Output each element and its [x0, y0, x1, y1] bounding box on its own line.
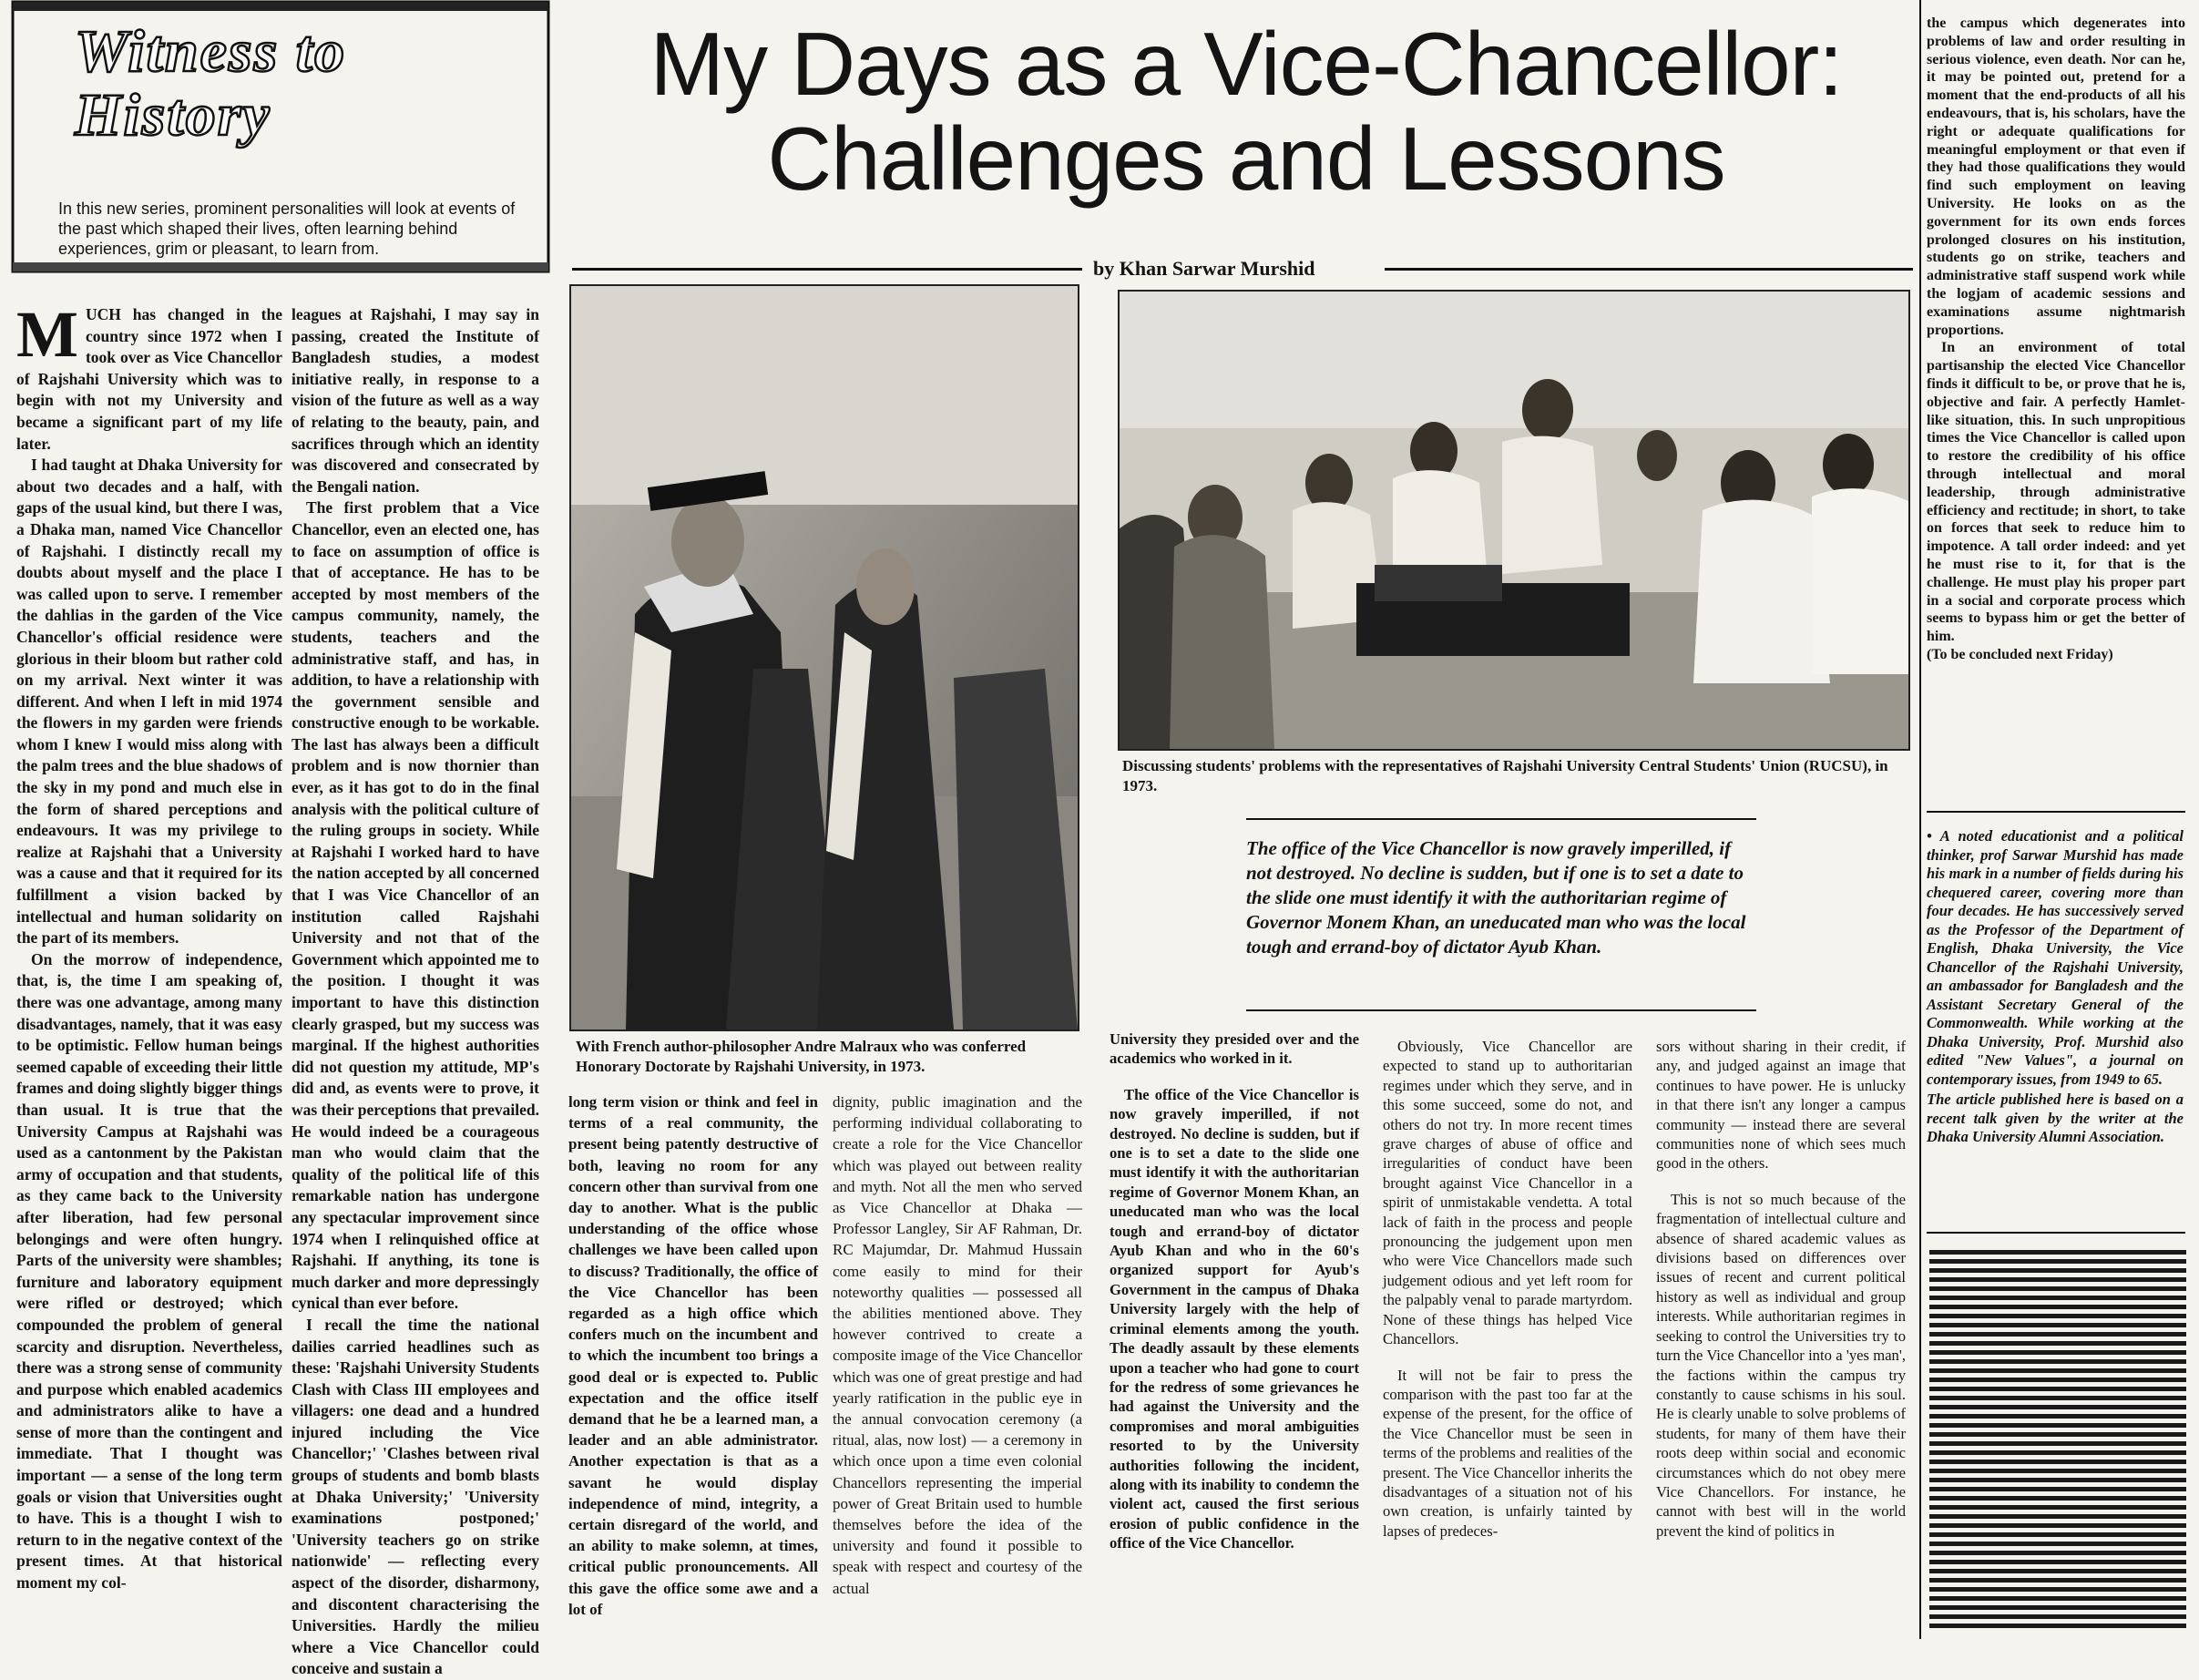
headline — [563, 14, 1929, 209]
photo-meeting-image — [1120, 292, 1908, 749]
decorative-line-pattern — [1929, 1250, 2186, 1629]
column-7 — [1656, 1037, 1906, 1636]
column-2 — [291, 304, 539, 1678]
photo-graduation-image — [571, 286, 1078, 1030]
byline-rule-left — [572, 268, 1082, 271]
paragraph: UCH has changed in the country since 1972 when I took over as Vice Chancellor of Rajshahi University which was to begin with not my University and became a significant part of my life later. — [16, 305, 282, 453]
paragraph: The office of the Vice Chancellor is now gravely imperilled, if not destroyed. No decline is sudden, but if one is to set a date to the slide one must identify it with the authoritarian regime of Governor Monem Khan, an uneducated man who was the local tough and errand-boy of dictator Ayub Khan and who in the 60's organized support for Ayub's Government in the campus of Dhaka University largely with the help of criminal elements among the youth. The deadly assault by these elements upon a teacher who had gone to court for the redress of some grievances he had against the University and the compromises and moral ambiguities resorted to by the University authorities following the incident, along with its inability to condemn the violent act, caused the first serious erosion of public confidence in the office of the Vice Chancellor. — [1110, 1085, 1359, 1552]
paragraph: Obviously, Vice Chancellor are expected to stand up to authoritarian regimes under which they serve, and in this some succeed, some do not, and others do not try. In more recent times grave charges of abuse of office and irregularities of conduct have been brought against Vice Chancellor in a spirit of unmistakable vendetta. A total lack of faith in the process and people pronouncing the judgement upon men who were Vice Chancellors made such judgement odious and yet left room for the palpably venal to parade martyrdom. None of these things has helped Vice Chancellors. — [1383, 1038, 1632, 1348]
series-title: Witness to History — [75, 18, 347, 149]
continued-note: (To be concluded next Friday) — [1927, 646, 2113, 662]
paragraph: sors without sharing in their credit, if any, and judged against an image that continues to have power. He is unlucky in that there isn't any longer a campus community — instead there are several communities none of which sees much good in the others. — [1656, 1038, 1906, 1173]
paragraph: In an environment of total partisanship the elected Vice Chancellor finds it difficult to be, or prove that he is, objective and fair. A perfectly Hamlet-like situation, this. In such unpropitious times the Vice Chancellor is called upon to restore the credibility of his office through intellectual and moral leadership, through administrative efficiency and rectitude; in short, to take on forces that seek to reduce him to impotence. A tall order indeed: and yet he must rise to it, for that is the challenge. He must play his proper part in a social and corporate process which seems to bypass him or get the better of him. — [1927, 340, 2185, 645]
paragraph: I had taught at Dhaka University for about two decades and a half, with gaps of the usual kind, but there I was, a Dhaka man, named Vice Chancellor of Rajshahi. I distinctly recall my doubts about myself and the place I was called upon to serve. I remember the dahlias in the garden of the Vice Chancellor's official residence were glorious in their bloom but rather cold on my arrival. Next winter it was different. And when I left in mid 1974 the flowers in my garden were friends whom I knew I would miss along with the palm trees and the blue shadows of the sky in my pond and much else in the form of shared perceptions and endeavours. It was my privilege to realize at Rajshahi that a University was a cause and that it required for its fulfillment a vision backed by intellectual and human solidarity on the part of its members. — [16, 456, 282, 948]
byline-rule-right — [1385, 268, 1913, 271]
column-6 — [1383, 1037, 1632, 1636]
caption-left: With French author-philosopher Andre Malraux who was conferred Honorary Doctorate by Rajshahi University, in 1973. — [576, 1038, 1027, 1075]
headline-line-2: Challenges and Lessons — [767, 108, 1725, 209]
pullquote-rule-bottom — [1246, 1009, 1756, 1011]
bio-paragraph: • A noted educationist and a political thinker, prof Sarwar Murshid has made his mark in a number of fields during his chequered career, covering more than four decades. He has successively served as the Professor of the Department of English, Dhaka University, the Vice Chancellor of the Rajshahi University, an ambassador for Bangladesh and the Assistant Secretary General of the Commonwealth. While working at the Dhaka University, Prof. Murshid also edited "New Values", a journal on contemporary issues, from 1949 to 65. — [1927, 827, 2184, 1088]
bio-rule — [1927, 811, 2185, 813]
paragraph: University they presided over and the academics who worked in it. — [1110, 1030, 1359, 1068]
byline: by Khan Sarwar Murshid — [1093, 257, 1315, 280]
bio-paragraph: The article published here is based on a recent talk given by the writer at the Dhaka University Alumni Association. — [1927, 1091, 2184, 1145]
paragraph: leagues at Rajshahi, I may say in passing, created the Institute of Bangladesh studies, a modest initiative really, in response to a vision of the future as well as a way of relating to the beauty, pain, and sacrifices through which an identity was discovered and consecrated by the Bengali nation. — [291, 305, 539, 496]
column-8 — [1927, 15, 2185, 773]
caption-right: Discussing students' problems with the representatives of Rajshahi University Central Students' Union (RUCSU), in 1973. — [1122, 757, 1888, 794]
pull-quote: The office of the Vice Chancellor is now gravely imperilled, if not destroyed. No decline is sudden, but if one is to set a date to the slide one must identify it with the authoritarian regime of Governor Monem Khan, an uneducated man who was the local tough and errand-boy of dictator Ayub Khan. — [1246, 837, 1746, 958]
series-banner — [11, 0, 550, 273]
photo-malraux — [569, 284, 1079, 1031]
paragraph: long term vision or think and feel in terms of a real community, the present being patently destructive of both, leaving no room for any concern other than survival from one day to another. What is the public understanding of the office whose challenges we have been called upon to discuss? Traditionally, the office of the Vice Chancellor has been regarded as a high office which confers much on the incumbent and to which the incumbent too brings a good deal or is expected to. Public expectation and the office itself demand that he be a learned man, a leader and an able administrator. Another expectation is that as a savant he would display independence of mind, integrity, a certain disregard of the world, and an ability to make solemn, at times, critical public pronouncements. All this gave the office some awe and a lot of — [568, 1093, 818, 1618]
paragraph: On the morrow of independence, that, is, the time I am speaking of, there was one advantage, among many disadvantages, namely, that it was easy to be optimistic. Fellow human beings seemed capable of exceeding their little frames and doing slightly bigger things than usual. It is true that the University Campus at Rajshahi was used as a cantonment by the Pakistan army of occupation and that students, as they came back to the University after liberation, had few personal belongings and were often hungry. Parts of the university were shambles; furniture and laboratory equipment were rifled or destroyed; which compounded the problem of general scarcity and disruption. Nevertheless, there was a strong sense of community and purpose which enabled academics and administrators alike to have a sense of more than the contingent and immediate. That I thought was important — a sense of the long term goals or vision that Universities ought to have. This is a thought I wish to return to in the negative context of the present times. At that historical moment my col- — [16, 949, 282, 1593]
paragraph: I recall the time the national dailies carried headlines such as these: 'Rajshahi University Students Clash with Class III employees and villagers: one dead and a hundred injured including the Vice Chancellor;' 'Clashes between rival groups of students and bomb blasts at Dhaka University;' 'University examinations postponed;' 'University teachers go on strike nationwide' — reflecting every aspect of the disorder, disharmony, and discontent characterising the Universities. Hardly the milieu where a Vice Chancellor could conceive and sustain a — [291, 1315, 539, 1678]
column-3 — [568, 1091, 818, 1636]
pullquote-rule-top — [1246, 818, 1756, 820]
photo-rucsu — [1118, 290, 1910, 751]
paragraph: The first problem that a Vice Chancellor, even an elected one, has to face on assumption of office is that of acceptance. He has to be accepted by most members of the campus community, namely, the students, teachers and the administrative staff, and has, in addition, to have a relationship with the government sensible and constructive enough to be workable. The last has always been a difficult problem and is now thornier than ever, as it has got to do in the final analysis with the political culture of the ruling groups in society. While at Rajshahi I worked hard to have the nation accepted by all concerned that I was Vice Chancellor of an institution called Rajshahi University and not that of the Government which appointed me to the position. I thought it was important to have this distinction clearly grasped, but my success was marginal. If the highest authorities did not question my attitude, MP's did and, as events were to prove, it was their perceptions that prevailed. He would indeed be a courageous man who would claim that the quality of the political life of this remarkable nation has undergone any spectacular improvement since 1974 when I relinquished office at Rajshahi. If anything, its tone is much darker and more depressingly cynical than ever before. — [291, 498, 539, 1313]
drop-cap: M — [16, 298, 78, 371]
series-intro: In this new series, prominent personalities will look at events of the past which shaped their lives, often learning behind experiences, grim or pleasant, to learn from. — [58, 200, 516, 258]
column-rule — [1919, 0, 1921, 1639]
paragraph: dignity, public imagination and the performing individual collaborating to create a role for the Vice Chancellor which was played out between reality and myth. Not all the men who served as Vice Chancellor at Dhaka — Professor Langley, Sir AF Rahman, Dr. RC Majumdar, Dr. Mahmud Hussain come easily to mind for their noteworthy qualities — possessed all the abilities mentioned above. They however contrived to create a composite image of the Vice Chancellor which was one of great prestige and had yearly ratification in the public eye in the annual convocation ceremony (a ritual, alas, now lost) — a ceremony in which once upon a time even colonial Chancellors representing the imperial power of Great Britain used to humble themselves before the idea of the university and found it possible to speak with respect and courtesy of the actual — [833, 1093, 1082, 1597]
column-4 — [833, 1091, 1082, 1636]
bio-rule-bottom — [1927, 1232, 2185, 1234]
column-1 — [16, 298, 282, 1636]
column-5 — [1110, 1030, 1359, 1636]
paragraph: It will not be fair to press the comparison with the past too far at the expense of the present, for the office of the Vice Chancellor must be seen in terms of the problems and realities of the present. The Vice Chancellor inherits the disadvantages of a situation not of his own creation, is unfairly tainted by lapses of predeces- — [1383, 1366, 1632, 1540]
headline-line-1: My Days as a Vice-Chancellor: — [649, 14, 1843, 114]
paragraph: This is not so much because of the fragmentation of intellectual culture and absence of shared academic values as divisions based on differences over issues of recent and current political history as well as individual and group interests. While authoritarian regimes in seeking to control the Universities try to turn the Vice Chancellor into a 'yes man', the factions within the campus try constantly to cause schisms in his soul. He is clearly unable to solve problems of students, for many of them have their roots deep within social and economic circumstances which do not obey mere Vice Chancellors. For instance, he cannot with best will in the world prevent the kind of politics in — [1656, 1190, 1906, 1540]
author-bio — [1927, 827, 2184, 1149]
paragraph: the campus which degenerates into problems of law and order resulting in serious violence, even death. Nor can he, it may be pointed out, pretend for a moment that the end-products of all his endeavours, that is, his scholars, have the right or adequate qualifications for meaningful employment or that even if they had those qualifications they would find such employment on leaving University. He looks on as the government for its own ends forces prolonged closures on his institution, students go on strike, teachers and administrative staff suspend work while the logjam of academic sessions and examinations assume nightmarish proportions. — [1927, 15, 2185, 338]
